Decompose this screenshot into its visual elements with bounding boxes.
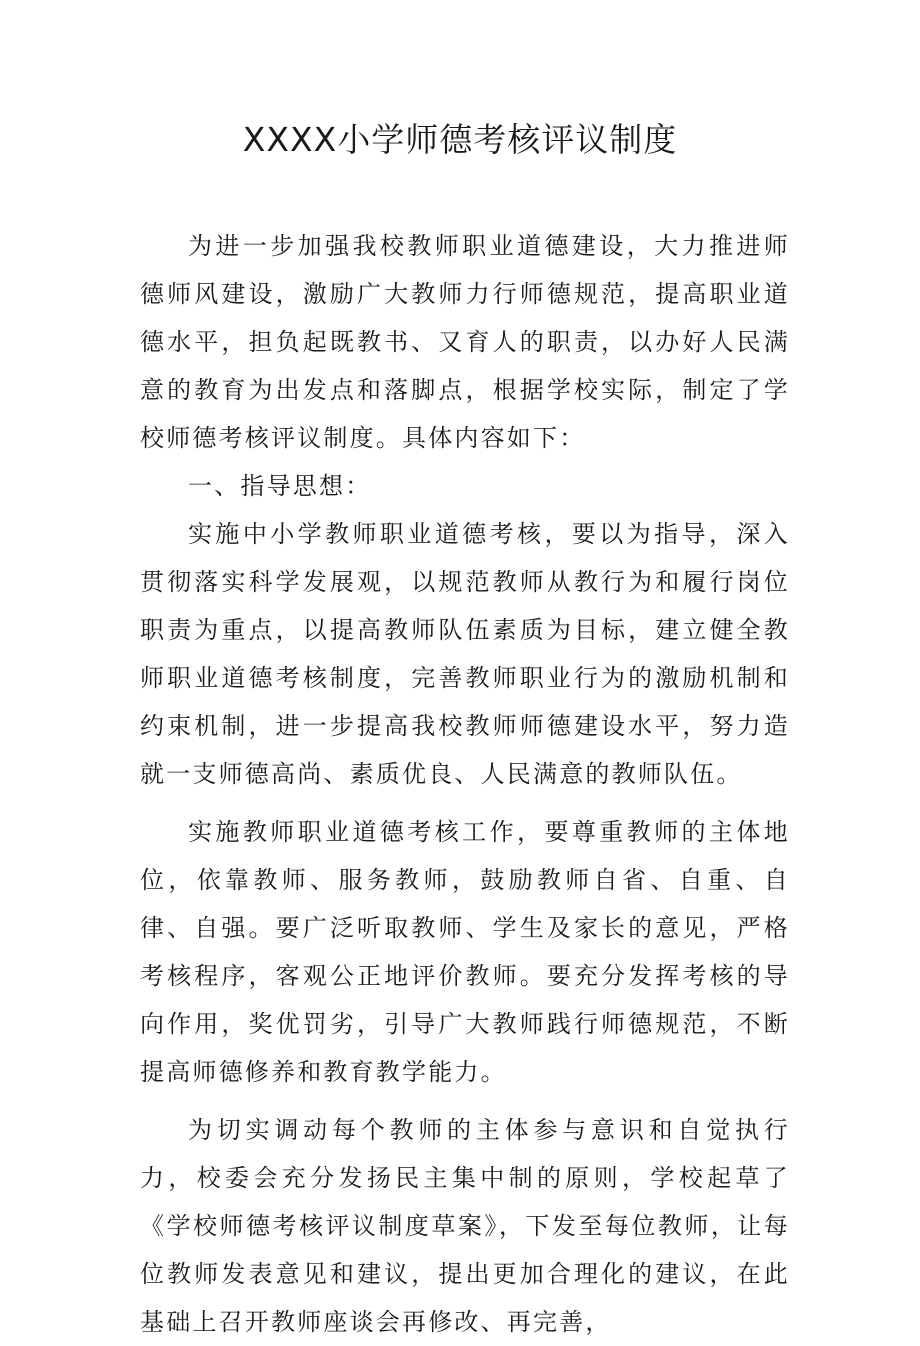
paragraph-drafting-process: 为切实调动每个教师的主体参与意识和自觉执行力，校委会充分发扬民主集中制的原则，学校起草了《学校师德考核评议制度草案》，下发至每位教师，让每位教师发表意见和建议，提出更加合理化的建议，在此基础上召开教师座谈会再修改、再完善， [140, 1116, 790, 1336]
paragraph-intro: 为进一步加强我校教师职业道德建设，大力推进师德师风建设，激励广大教师力行师德规范，提高职业道德水平，担负起既教书、又育人的职责，以办好人民满意的教育为出发点和落脚点，根据学校实际，制定了学校师德考核评议制度。具体内容如下： [140, 232, 790, 452]
paragraph-guiding-ideology: 实施中小学教师职业道德考核，要以为指导，深入贯彻落实科学发展观，以规范教师从教行为和履行岗位职责为重点，以提高教师队伍素质为目标，建立健全教师职业道德考核制度，完善教师职业行为的激励机制和约束机制，进一步提高我校教师师德建设水平，努力造就一支师德高尚、素质优良、人民满意的教师队伍。 [140, 520, 790, 788]
paragraph-assessment-principles: 实施教师职业道德考核工作，要尊重教师的主体地位，依靠教师、服务教师，鼓励教师自省、自重、自律、自强。要广泛听取教师、学生及家长的意见，严格考核程序，客观公正地评价教师。要充分发挥考核的导向作用，奖优罚劣，引导广大教师践行师德规范，不断提高师德修养和教育教学能力。 [140, 818, 790, 1086]
section-heading-guiding-ideology: 一、指导思想： [188, 472, 372, 500]
document-body [140, 222, 790, 1346]
document-title: XXXX小学师德考核评议制度 [242, 120, 678, 159]
